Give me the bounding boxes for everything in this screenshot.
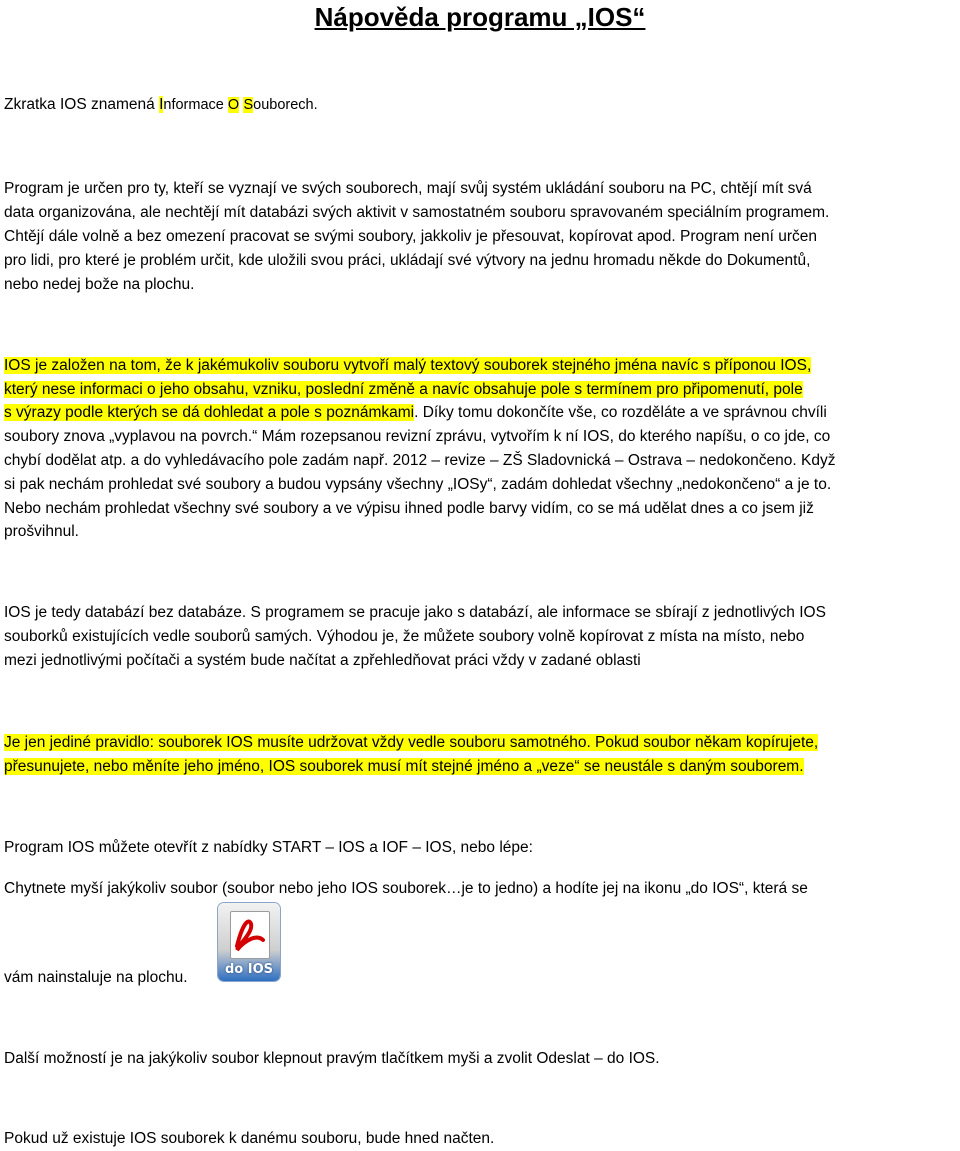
principle-paragraph-line: prošvihnul.: [4, 523, 79, 540]
intro-paragraph-line: nebo nedej bože na plochu.: [4, 276, 195, 293]
principle-paragraph-line: si pak nechám prohledat své soubory a budou vypsány všechny „IOSy“, zadám dohledat všechny „nedokončeno“ a je to.: [4, 476, 832, 493]
drag-file-line: Chytnete myší jakýkoliv soubor (soubor nebo jeho IOS souborek…je to jedno) a hodíte jej na ikonu „do IOS“, která se: [4, 880, 808, 897]
intro-paragraph-line: pro lidi, pro které je problém určit, kde uložili svou práci, ukládají své výtvory na jednu hromadu někde do Dokumentů,: [4, 252, 811, 269]
highlighted-text: který nese informaci o jeho obsahu, vzniku, poslední změně a navíc obsahuje pole s termínem pro připomenutí, pole: [4, 381, 803, 398]
intro-paragraph-line: Chtějí dále volně a bez omezení pracovat se svými soubory, jakkoliv je přesouvat, kopírovat apod. Program není určen: [4, 228, 818, 245]
database-paragraph-line: mezi jednotlivými počítači a systém bude načítat a zpřehledňovat práci vždy v zadané oblasti: [4, 652, 641, 669]
abbrev-word-informace: nformace: [163, 97, 228, 113]
abbrev-initial-s: S: [243, 97, 254, 113]
highlighted-text: Je jen jediné pravidlo: souborek IOS musíte udržovat vždy vedle souboru samotného. Pokud soubor někam kopírujete,: [4, 734, 819, 751]
database-paragraph-line: IOS je tedy databází bez databáze. S programem se pracuje jako s databází, ale informace se sbírají z jednotlivých IOS: [4, 604, 826, 621]
abbrev-initial-i: I: [159, 96, 164, 113]
intro-paragraph-line: data organizována, ale nechtějí mít databázi svých aktivit v samostatném souboru spravovaném speciálním programem.: [4, 204, 830, 221]
page-title: Nápověda programu „IOS“: [314, 2, 646, 32]
do-ios-label: do IOS: [224, 962, 273, 977]
principle-paragraph-line: [4, 378, 803, 402]
abbrev-prefix: Zkratka IOS znamená: [4, 96, 160, 113]
intro-paragraph-line: Program je určen pro ty, kteří se vyznají ve svých souborech, mají svůj systém ukládání souboru na PC, chtějí mít svá: [4, 180, 812, 197]
database-paragraph-line: souborků existujících vedle souborů samých. Výhodou je, že můžete soubory volně kopírovat z místa na místo, nebo: [4, 628, 805, 645]
already-loaded-line: Pokud už existuje IOS souborek k danému souboru, bude hned načten.: [4, 1130, 495, 1147]
plain-text: . Díky tomu dokončíte vše, co rozděláte a ve správnou chvíli: [414, 404, 827, 421]
rule-paragraph-line: [4, 755, 804, 779]
principle-paragraph-line: soubory znova „vyplavou na povrch.“ Mám rozepsanou revizní zprávu, vytvořím k ní IOS, do kterého napíšu, o co jde, co: [4, 428, 831, 445]
do-ios-icon[interactable]: [218, 903, 280, 981]
principle-paragraph-line: [4, 354, 811, 378]
open-program-line: Program IOS můžete otevřít z nabídky START – IOS a IOF – IOS, nebo lépe:: [4, 839, 533, 856]
abbrev-initial-o: O: [227, 97, 240, 113]
principle-paragraph-line: [4, 401, 827, 425]
document-sheet: [230, 911, 270, 959]
highlighted-text: s výrazy podle kterých se dá dohledat a pole s poznámkami: [4, 404, 415, 421]
pdf-mark-icon: [231, 912, 269, 958]
highlighted-text: IOS je založen na tom, že k jakémukoliv souboru vytvoří malý textový souborek stejného jména navíc s příponou IOS,: [4, 357, 812, 374]
send-to-line: Další možností je na jakýkoliv soubor klepnout pravým tlačítkem myši a zvolit Odeslat – do IOS.: [4, 1050, 660, 1067]
highlighted-text: přesunujete, nebo měníte jeho jméno, IOS souborek musí mít stejné jméno a „veze“ se neustále s daným souborem.: [4, 758, 804, 775]
principle-paragraph-line: Nebo nechám prohledat všechny své soubory a ve výpisu ihned podle barvy vidím, co se má udělat dnes a co jsem již: [4, 500, 814, 517]
abbrev-word-souborech: ouborech.: [253, 97, 318, 113]
abbreviation-line: [4, 93, 318, 117]
principle-paragraph-line: chybí dodělat atp. a do vyhledávacího pole zadám např. 2012 – revize – ZŠ Sladovnická – Ostrava – nedokončeno. Když: [4, 452, 836, 469]
install-line: vám nainstaluje na plochu.: [4, 969, 188, 986]
rule-paragraph-line: [4, 731, 818, 755]
